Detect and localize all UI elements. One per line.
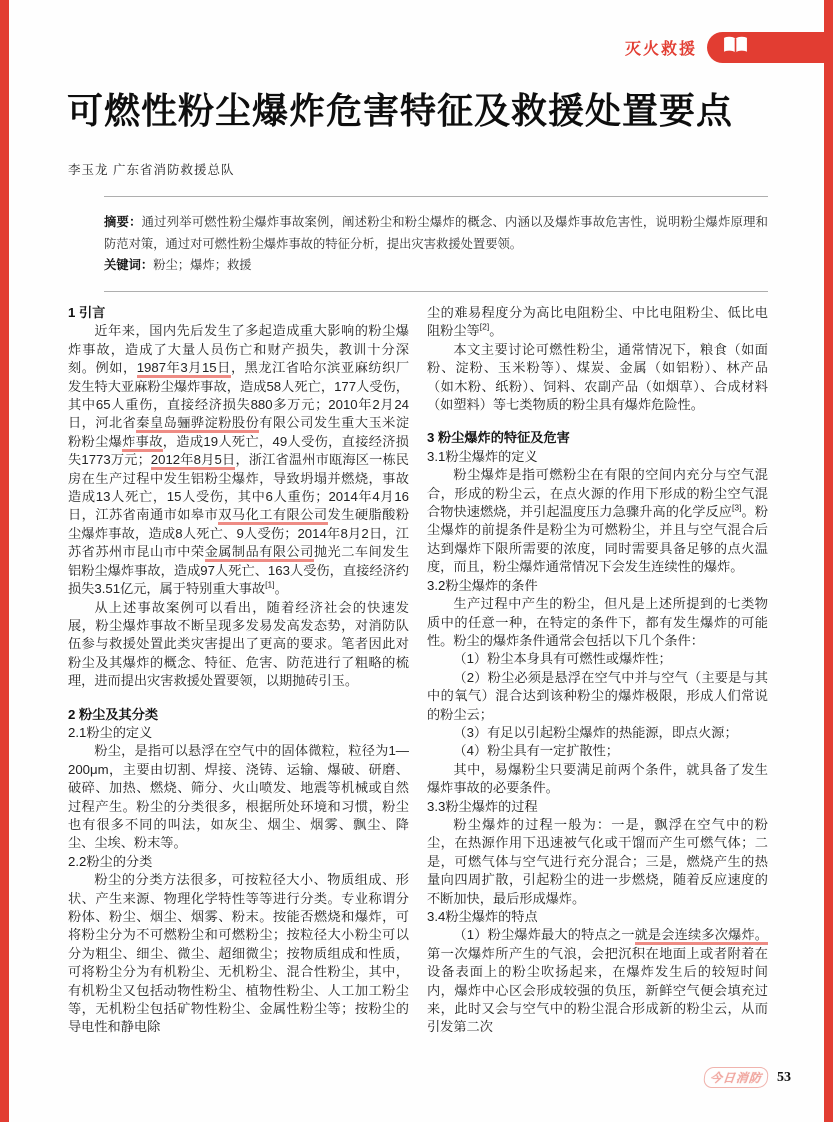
paragraph (427, 595, 768, 650)
sub-heading: 3.3粉尘爆炸的过程 (427, 798, 538, 814)
red-underlined-text: 2012年8月5日 (151, 452, 236, 470)
red-underlined-text: 1987年3月15日 (137, 360, 231, 378)
abstract-paragraph (104, 212, 768, 255)
paragraph (427, 466, 768, 576)
red-underlined-text: 金属制品有限公司 (205, 544, 314, 562)
text-run: 粉尘的分类方法很多，可按粒径大小、物质组成、形状、产生来源、物理化学特性等等进行分类。专业称谓分粉体、粉尘、烟尘、烟雾、粉末。按能否燃烧和爆炸，可将粉尘分为不可燃粉尘和可燃粉尘；按粒径大小粉尘可以分为粗尘、细尘、微尘、超细微尘；按物质组成和性质，可将粉尘分为有机粉尘、无机粉尘、混合性粉尘，其中，有机粉尘又包括动物性粉尘、植物性粉尘、人工加工粉尘等，无机粉尘包括矿物性粉尘、金属性粉尘等；按粉尘的导电性和静电除 (68, 872, 409, 1035)
sub-heading: 3.4粉尘爆炸的特点 (427, 909, 538, 924)
paragraph (427, 341, 768, 415)
paragraph (427, 761, 768, 798)
section-heading: 1 引言 (68, 305, 106, 320)
text-run: 第一次爆炸所产生的气浪，会把沉积在地面上或者附着在设备表面上的粉尘吹扬起来，在爆炸发生后的较短时间内，爆炸中心区会形成较强的负压，新鲜空气便会填充过来，此时又会与空气中的粉尘混合形成新的粉尘云，从而引发第二次 (427, 945, 768, 1035)
paragraph (427, 669, 768, 724)
reference-marker: [3] (732, 502, 742, 513)
text-run: 尘的难易程度分为高比电阻粉尘、中比电阻粉尘、低比电阻粉尘等 (427, 305, 768, 339)
column-right (427, 304, 768, 1054)
text-run: 粉尘，是指可以悬浮在空气中的固体微粒，粒径为1—200μm，主要由切割、焊接、浇铸、运输、爆破、研磨、破碎、加热、燃烧、筛分、火山喷发、地震等机械或自然过程产生。粉尘的分类很多，根据所处环境和习惯，粉尘也有很多不同的叫法，如灰尘、烟尘、烟雾、飘尘、降尘、尘埃、粉末等。 (68, 743, 409, 851)
text-run: 其中，易爆粉尘只要满足前两个条件，就具备了发生爆炸事故的必要条件。 (427, 761, 768, 796)
text-run: 。 (489, 323, 503, 339)
paragraph (68, 322, 409, 598)
section-heading: 2 粉尘及其分类 (68, 706, 159, 722)
text-run: 发生硬脂酸粉尘爆炸事故，造成8人死亡、9人受伤；2014年8月2日，江苏省苏州市昆山市中荣 (68, 507, 409, 560)
paragraph (427, 926, 768, 1036)
text-run: （2）粉尘必须是悬浮在空气中并与空气（主要是与其中的氧气）混合达到该种粉尘的爆炸极限，形成人们常说的粉尘云； (427, 669, 768, 722)
paragraph (68, 599, 409, 691)
red-underlined-text: 炸事故 (122, 434, 163, 452)
section-heading: 3 粉尘爆炸的特征及危害 (427, 430, 570, 446)
abstract-block (104, 196, 768, 292)
paragraph (68, 742, 409, 852)
reference-marker: [2] (479, 322, 490, 333)
sub-heading: 2.1粉尘的定义 (68, 724, 153, 740)
text-run: （1）粉尘本身具有可燃性或爆炸性； (453, 651, 672, 667)
keywords-paragraph (104, 255, 768, 277)
text-run: 从上述事故案例可以看出，随着经济社会的快速发展，粉尘爆炸事故不断呈现多发易发高发态势，对消防队伍参与救援处置此类灾害提出了更高的要求。笔者因此对粉尘及其爆炸的概念、特征、危害、防范进行了粗略的梳理，进而提出灾害救援处置要领，以期抛砖引玉。 (68, 599, 409, 689)
text-run: ，黑龙江省哈尔滨亚麻纺织厂发生特大亚麻粉尘爆炸事故，造成58人死亡，177人受伤，其中65人重伤，直接经济损失880多万元；2010年2月24日，河北省 (68, 360, 409, 431)
article-body (68, 304, 768, 1054)
article-authors: 李玉龙 广东省消防救援总队 (68, 163, 235, 177)
red-underlined-text: 双马化工有限公司 (218, 507, 327, 525)
text-run: （3）有足以引起粉尘爆炸的热能源，即点火源； (453, 724, 738, 740)
paragraph (427, 742, 768, 760)
paragraph (427, 650, 768, 668)
sub-heading: 2.2粉尘的分类 (68, 853, 153, 869)
open-book-icon (722, 35, 749, 60)
paragraph (427, 304, 768, 341)
red-underlined-text: 秦皇岛骊骅淀粉股份 (136, 415, 259, 433)
text-run: 生产过程中产生的粉尘，但凡是上述所提到的七类物质中的任意一种，在特定的条件下，都有发生爆炸的可能性。粉尘的爆炸条件通常会包括以下几个条件： (427, 596, 768, 648)
text-run: 有限公司发生重大玉米淀粉粉尘爆 (68, 415, 409, 449)
article-title: 可燃性粉尘爆炸危害特征及救援处置要点 (67, 91, 734, 132)
page-footer (704, 1067, 791, 1088)
reference-marker: [1] (265, 579, 275, 590)
text-run: （4）粉尘具有一定扩散性； (453, 743, 619, 759)
paragraph (427, 724, 768, 742)
sub-heading: 3.1粉尘爆炸的定义 (427, 448, 538, 464)
text-run: ，浙江省温州市瓯海区一栋民房在生产过程中发生铝粉尘爆炸，导致坍塌并燃烧，事故造成13人死亡，15人受伤，其中6人重伤；2014年4月16日，江苏省南通市如皋市 (68, 452, 409, 523)
text-run: 本文主要讨论可燃性粉尘，通常情况下，粮食（如面粉、淀粉、玉米粉等）、煤炭、金属（如铝粉）、林产品（如木粉、纸粉）、饲料、农副产品（如烟草）、合成材料（如塑料）等七类物质的粉尘具有爆炸危险性。 (427, 341, 768, 413)
keywords-text: 粉尘；爆炸；救援 (153, 258, 252, 272)
red-underlined-text: 就是会连续多次爆炸。 (635, 927, 768, 945)
left-edge-accent-bar (0, 0, 9, 1122)
text-run: 粉尘爆炸是指可燃粉尘在有限的空间内充分与空气混合，形成的粉尘云，在点火源的作用下形成的粉尘空气混合物快速燃烧，并引起温度压力急骤升高的化学反应 (427, 467, 768, 520)
section-tag (625, 32, 833, 63)
text-run: （1）粉尘爆炸最大的特点之一 (453, 927, 635, 943)
paragraph (68, 871, 409, 1037)
keywords-label: 关键词： (104, 258, 154, 272)
journal-logo: 今日消防 (703, 1067, 769, 1088)
text-run: 抛光二车间发生铝粉尘爆炸事故，造成97人死亡、163人受伤，直接经济约损失3.51亿元，属于特别重大事故 (68, 544, 409, 597)
sub-heading: 3.2粉尘爆炸的条件 (427, 577, 538, 593)
column-left (68, 304, 409, 1054)
text-run: 近年来，国内先后发生了多起造成重大影响的粉尘爆炸事故，造成了大量人员伤亡和财产损失，教训十分深刻。例如， (68, 323, 409, 376)
page-number: 53 (777, 1069, 791, 1085)
text-run: ，造成19人死亡，49人受伤，直接经济损失1773万元； (68, 433, 409, 468)
abstract-text: 通过列举可燃性粉尘爆炸事故案例，阐述粉尘和粉尘爆炸的概念、内涵以及爆炸事故危害性，说明粉尘爆炸原理和防范对策，通过对可燃性粉尘爆炸事故的特征分析，提出灾害救援处置要领。 (104, 215, 768, 251)
section-tag-label: 灭火救援 (624, 41, 697, 58)
abstract-label: 摘要： (104, 215, 142, 229)
section-tag-pill (707, 32, 833, 63)
paragraph (427, 816, 768, 908)
text-run: 。 (274, 581, 288, 597)
text-run: 粉尘爆炸的过程一般为：一是，飘浮在空气中的粉尘，在热源作用下迅速被气化或干馏而产生可燃气体；二是，可燃气体与空气进行充分混合；三是，燃烧产生的热量向四周扩散，引起粉尘的进一步燃烧，随着反应速度的不断加快，最后形成爆炸。 (427, 816, 768, 906)
text-run: 。粉尘爆炸的前提条件是粉尘为可燃粉尘，并且与空气混合后达到爆炸下限所需要的浓度，同时需要具备足够的点火温度，而且，粉尘爆炸通常情况下会发生连续性的爆炸。 (427, 504, 768, 575)
right-edge-accent-bar (824, 0, 833, 1122)
